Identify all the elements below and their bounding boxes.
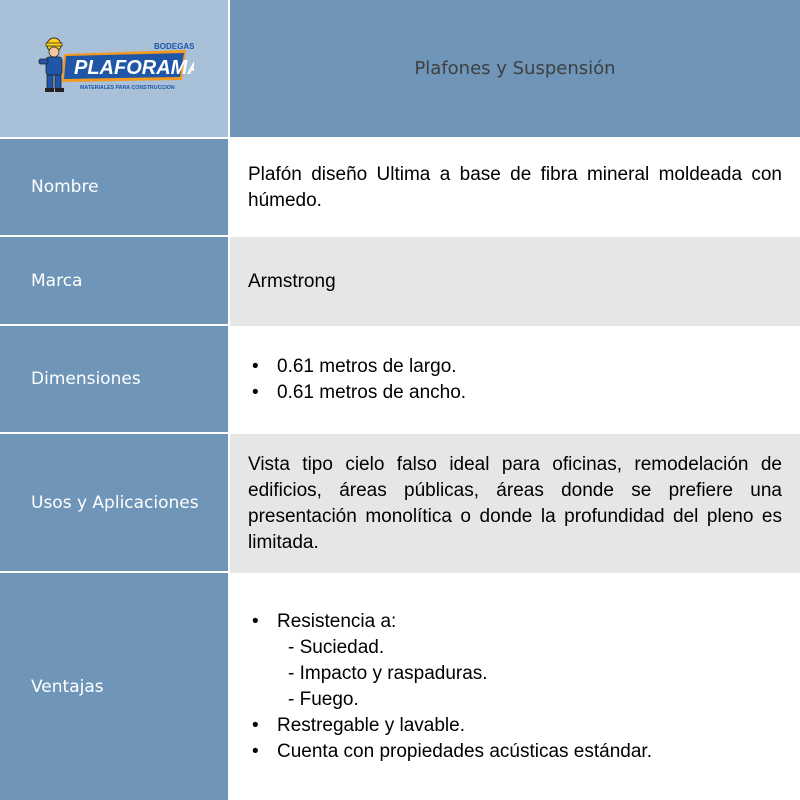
row-label-text: Dimensiones (31, 369, 141, 389)
logo-tagline-text: MATERIALES PARA CONSTRUCCION (80, 84, 175, 91)
logo-top-text: BODEGAS (154, 41, 194, 51)
row-label-text: Usos y Aplicaciones (31, 492, 199, 513)
row-label-nombre (0, 139, 228, 237)
row-label-text: Marca (31, 270, 83, 291)
plaforama-logo (34, 36, 194, 102)
usos-text: Vista tipo cielo falso ideal para oficinas, remodelación de edificios, áreas públicas, áreas donde se prefiere una presentación monolítica o donde la profundidad del pleno es limitada. (248, 453, 782, 553)
row-value-nombre (230, 139, 800, 237)
row-label-dimensiones (0, 326, 228, 434)
list-item: • 0.61 metros de ancho. (248, 380, 782, 406)
row-label-usos (0, 434, 228, 573)
list-item: • Restregable y lavable. (248, 713, 782, 739)
logo-cell (0, 0, 228, 139)
logo-brand-text: PLAFORAMA (74, 56, 194, 79)
row-value-marca (230, 237, 800, 326)
row-label-text: Ventajas (31, 676, 104, 697)
list-subitem: - Impacto y raspaduras. (288, 662, 488, 684)
list-item: • Cuenta con propiedades acústicas estándar. (248, 739, 782, 765)
row-label-ventajas (0, 573, 228, 800)
row-label-marca (0, 237, 228, 326)
row-value-ventajas (230, 573, 800, 800)
list-subitem: - Suciedad. (288, 636, 385, 658)
marca-text: Armstrong (248, 270, 336, 292)
dimensiones-list (248, 354, 782, 406)
list-item: • Resistencia a: (248, 609, 782, 635)
list-subitem: - Fuego. (288, 688, 359, 710)
nombre-text: Plafón diseño Ultima a base de fibra mineral moldeada con húmedo. (248, 164, 782, 211)
row-value-usos (230, 434, 800, 573)
page-title: Plafones y Suspensión (414, 58, 616, 79)
header-title-cell (230, 0, 800, 139)
row-label-text: Nombre (31, 177, 99, 197)
list-item: • 0.61 metros de largo. (248, 354, 782, 380)
ventajas-list (248, 609, 782, 765)
row-value-dimensiones (230, 326, 800, 434)
worker-mascot-icon (39, 38, 64, 92)
plaforama-logo-graphic (34, 36, 194, 102)
